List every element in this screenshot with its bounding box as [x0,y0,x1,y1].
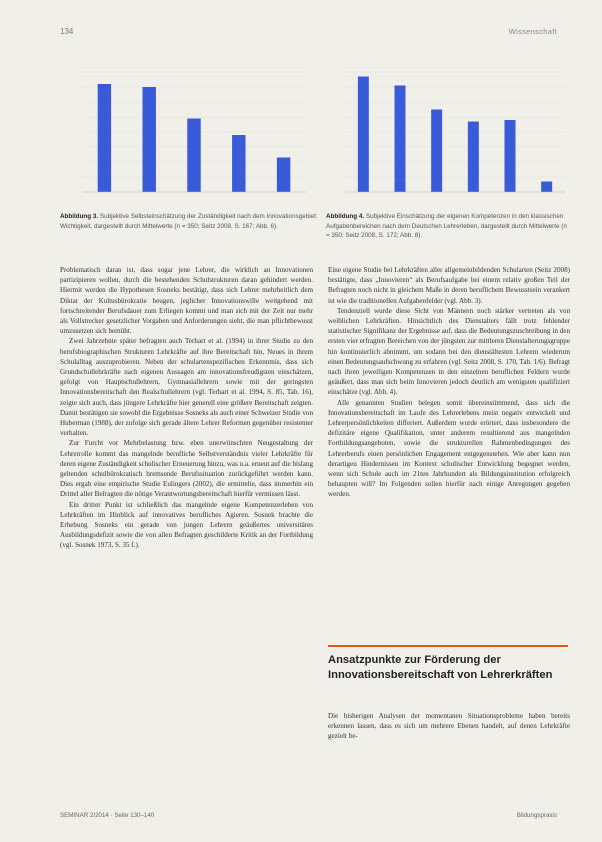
bar-3 [187,119,200,193]
figure-3-label: Abbildung 3. [60,213,99,220]
body-paragraph: Ein dritter Punkt ist schließlich das mangelnde eigene Kompetenzerleben von Lehrkräften im Hinblick auf innovatives berufliches Agieren. Sosnek brachte die Erhebung Sosneks ein gerade von jungen Lehrern geäußertes universitäres Ausbildungsdefizit sowie die von allen Befragten geschilderte Kritik an der Fortbildung (vgl. Sosnek 1973, S. 35 f.). [60,500,313,550]
page-number: 134 [60,27,74,36]
body-paragraph: Die bisherigen Analysen der momentanen Situationsprobleme haben bereits erkennen lassen, dass es sich um mehrere Ebenen handelt, auf denen Lehrkräfte gezielt be- [328,712,570,741]
running-head: Wissenschaft [508,27,557,36]
figure-3-text: Subjektive Selbsteinschätzung der Zuständigkeit nach dem Innovationsgebiet: Wichtigkeit, dargestellt durch Mittelwerte (n = 350; Seitz 2008, S. 167; Abb. 6). [60,213,318,230]
bar-1 [98,84,111,192]
body-paragraph: Eine eigene Studie bei Lehrkräften aller allgemeinbildenden Schularten (Seitz 2008) bestätigte, dass „Innovieren“ als Berufsaufgabe bei einem relativ großen Teil der Befragten noch nicht in gleichem Maße in deren beruflichem Bewusstsein verankert ist wie die traditionellen Aufgabenfelder (vgl. Abb. 3). [328,266,570,305]
section-intro [328,711,570,742]
figure-4-svg [323,66,571,204]
bar-5 [277,158,290,193]
figure-3-chart [60,66,312,204]
body-paragraph: Problematisch daran ist, dass sogar jene Lehrer, die wirklich an Innovationen partizipieren wollen, durch die bestehenden Schulstrukturen daran gehindert werden. Hiermit werden die Hypothesen Sosneks bestätigt, dass sich Lehrer mehrheitlich dem Diktat der Kultusbürokratie beugen, jeglicher Innovationswille weitgehend mit fortschreitender Berufsdauer zum Erliegen kommt und man sich mit der Zeit nur mehr als Vollstrecker gesetzlicher Vorgaben und Anforderungen sieht, die man pflichtbewusst umzusetzen sich bemüht. [60,266,313,336]
body-paragraph: Zur Furcht vor Mehrbelastung bzw. eben unerwünschten Neugestaltung der Lehrerrolle kommt das mangelnde berufliche Selbstverständnis vieler Lehrkräfte für deren eigene Zuständigkeit schulischer Erneuerung hinzu, was u.a. erneut auf die bislang geltenden schulbürokratisch bremsende Berufssituation zurückgeführt werden kann. Dies ergab eine empirische Studie Eulingers (2002), die ermittelte, dass immerhin ein Drittel aller Befragten die nötige Verantwortungsbereitschaft hierfür vermissen lässt. [60,439,313,499]
footer-citation: SEMINAR 2/2014 · Seite 130–140 [60,812,155,819]
bar-1 [358,77,369,193]
bar-6 [541,182,552,193]
bar-3 [431,110,442,193]
footer-journal: Bildungspraxis [516,812,557,819]
section-divider [328,645,568,647]
figure-4-caption [326,212,570,241]
body-paragraph: Tendenziell wurde diese Sicht von Männern noch stärker vertreten als von weiblichen Lehrkräften. Hinsichtlich des Dienstalters fällt trotz fehlender statistischer Signifikanz der Ergebnisse auf, dass die Bedeutungszuschreibung in den ersten vier erfragten Bereichen von der jüngsten zur mittleren Dienstalterungsgruppe hin kontinuierlich abnimmt, um sodann bei den dienstältesten Lehrern wiederum einen Bedeutungsaufschwung zu erfahren (vgl. Seitz 2008, S. 170, Tab. 1/6). Befragt nach ihren jeweiligen Kompetenzen in den einzelnen beruflichen Feldern wurde geäußert, dass man sich beim Innovieren jedoch deutlich am wenigsten qualifiziert einschätze (vgl. Abb. 4). [328,306,570,397]
body-paragraph: Alle genannten Studien belegen somit übereinstimmend, dass sich die Innovationsbereitschaft im Laufe des Lehrerlebens meist negativ entwickelt und Lehrerpersönlichkeiten differiert. Außerdem wurde erörtert, dass insbesondere die defizitäre eigene Qualifikation, unter anderem resultierend aus mangelnden Fortbildungsangeboten, sowie die strukturellen Rahmenbedingungen des Lehrerberufs einen persönlichen Engagement entgegenstehen. Wie aber kann nun derartigen Hindernissen im Kontext schulischer Entwicklung begegnet werden, wenn sich Schule auch im 21ten Jahrhundert als Bildungsinstitution erfolgreich behaupten will? Im Folgenden sollen hierfür nach einige Anregungen gegeben werden. [328,398,570,499]
figure-4-chart [323,66,571,204]
figure-4-label: Abbildung 4. [326,213,365,220]
right-column [328,265,570,500]
bar-5 [505,120,516,192]
bar-2 [395,86,406,193]
figure-3-svg [60,66,312,204]
body-paragraph: Zwei Jahrzehnte später befragten auch Terhart et al. (1994) in ihrer Studie zu den berufsbiographischen Strukturen Lehrkräfte auf ihre Bereitschaft hin, Neues in ihrem Schulalltag auszuprobieren. Neben der schulartenspezifischen Erkenntnis, dass sich Grundschullehrkräfte nach eigenen Aussagen am innovationsfreudigsten einschätzen, gefolgt von Hauptschullehrern, Gymnasiallehrern sowie mit der geringsten Innovationsbereitschaft den Realschullehrern (vgl. Terhart et al. 1994, S. 85, Tab. 16), zeigte sich auch, dass jüngere Lehrkräfte hier generell eine größere Bereitschaft zeigten. Damit bestätigen sie sowohl die Ergebnisse Sosneks als auch einer Schweizer Studie von Huberman (1988), der zufolge sich gerade ältere Lehrer Reformen gegenüber resistenter verhalten. [60,337,313,438]
bar-2 [142,87,155,192]
section-heading: Ansatzpunkte zur Förderung der Innovationsbereitschaft von Lehrerkräften [328,654,553,681]
bar-4 [468,122,479,193]
figure-3-caption [60,212,318,231]
bar-4 [232,135,245,192]
figure-4-text: Subjektive Einschätzung der eigenen Kompetenzen in den klassischen Aufgabenbereichen nach dem Deutschen Lehrerleben, dargestellt durch Mittelwerte (n = 350; Seitz 2008, S. 172; Abb. 8). [326,213,567,240]
left-column [60,265,313,551]
